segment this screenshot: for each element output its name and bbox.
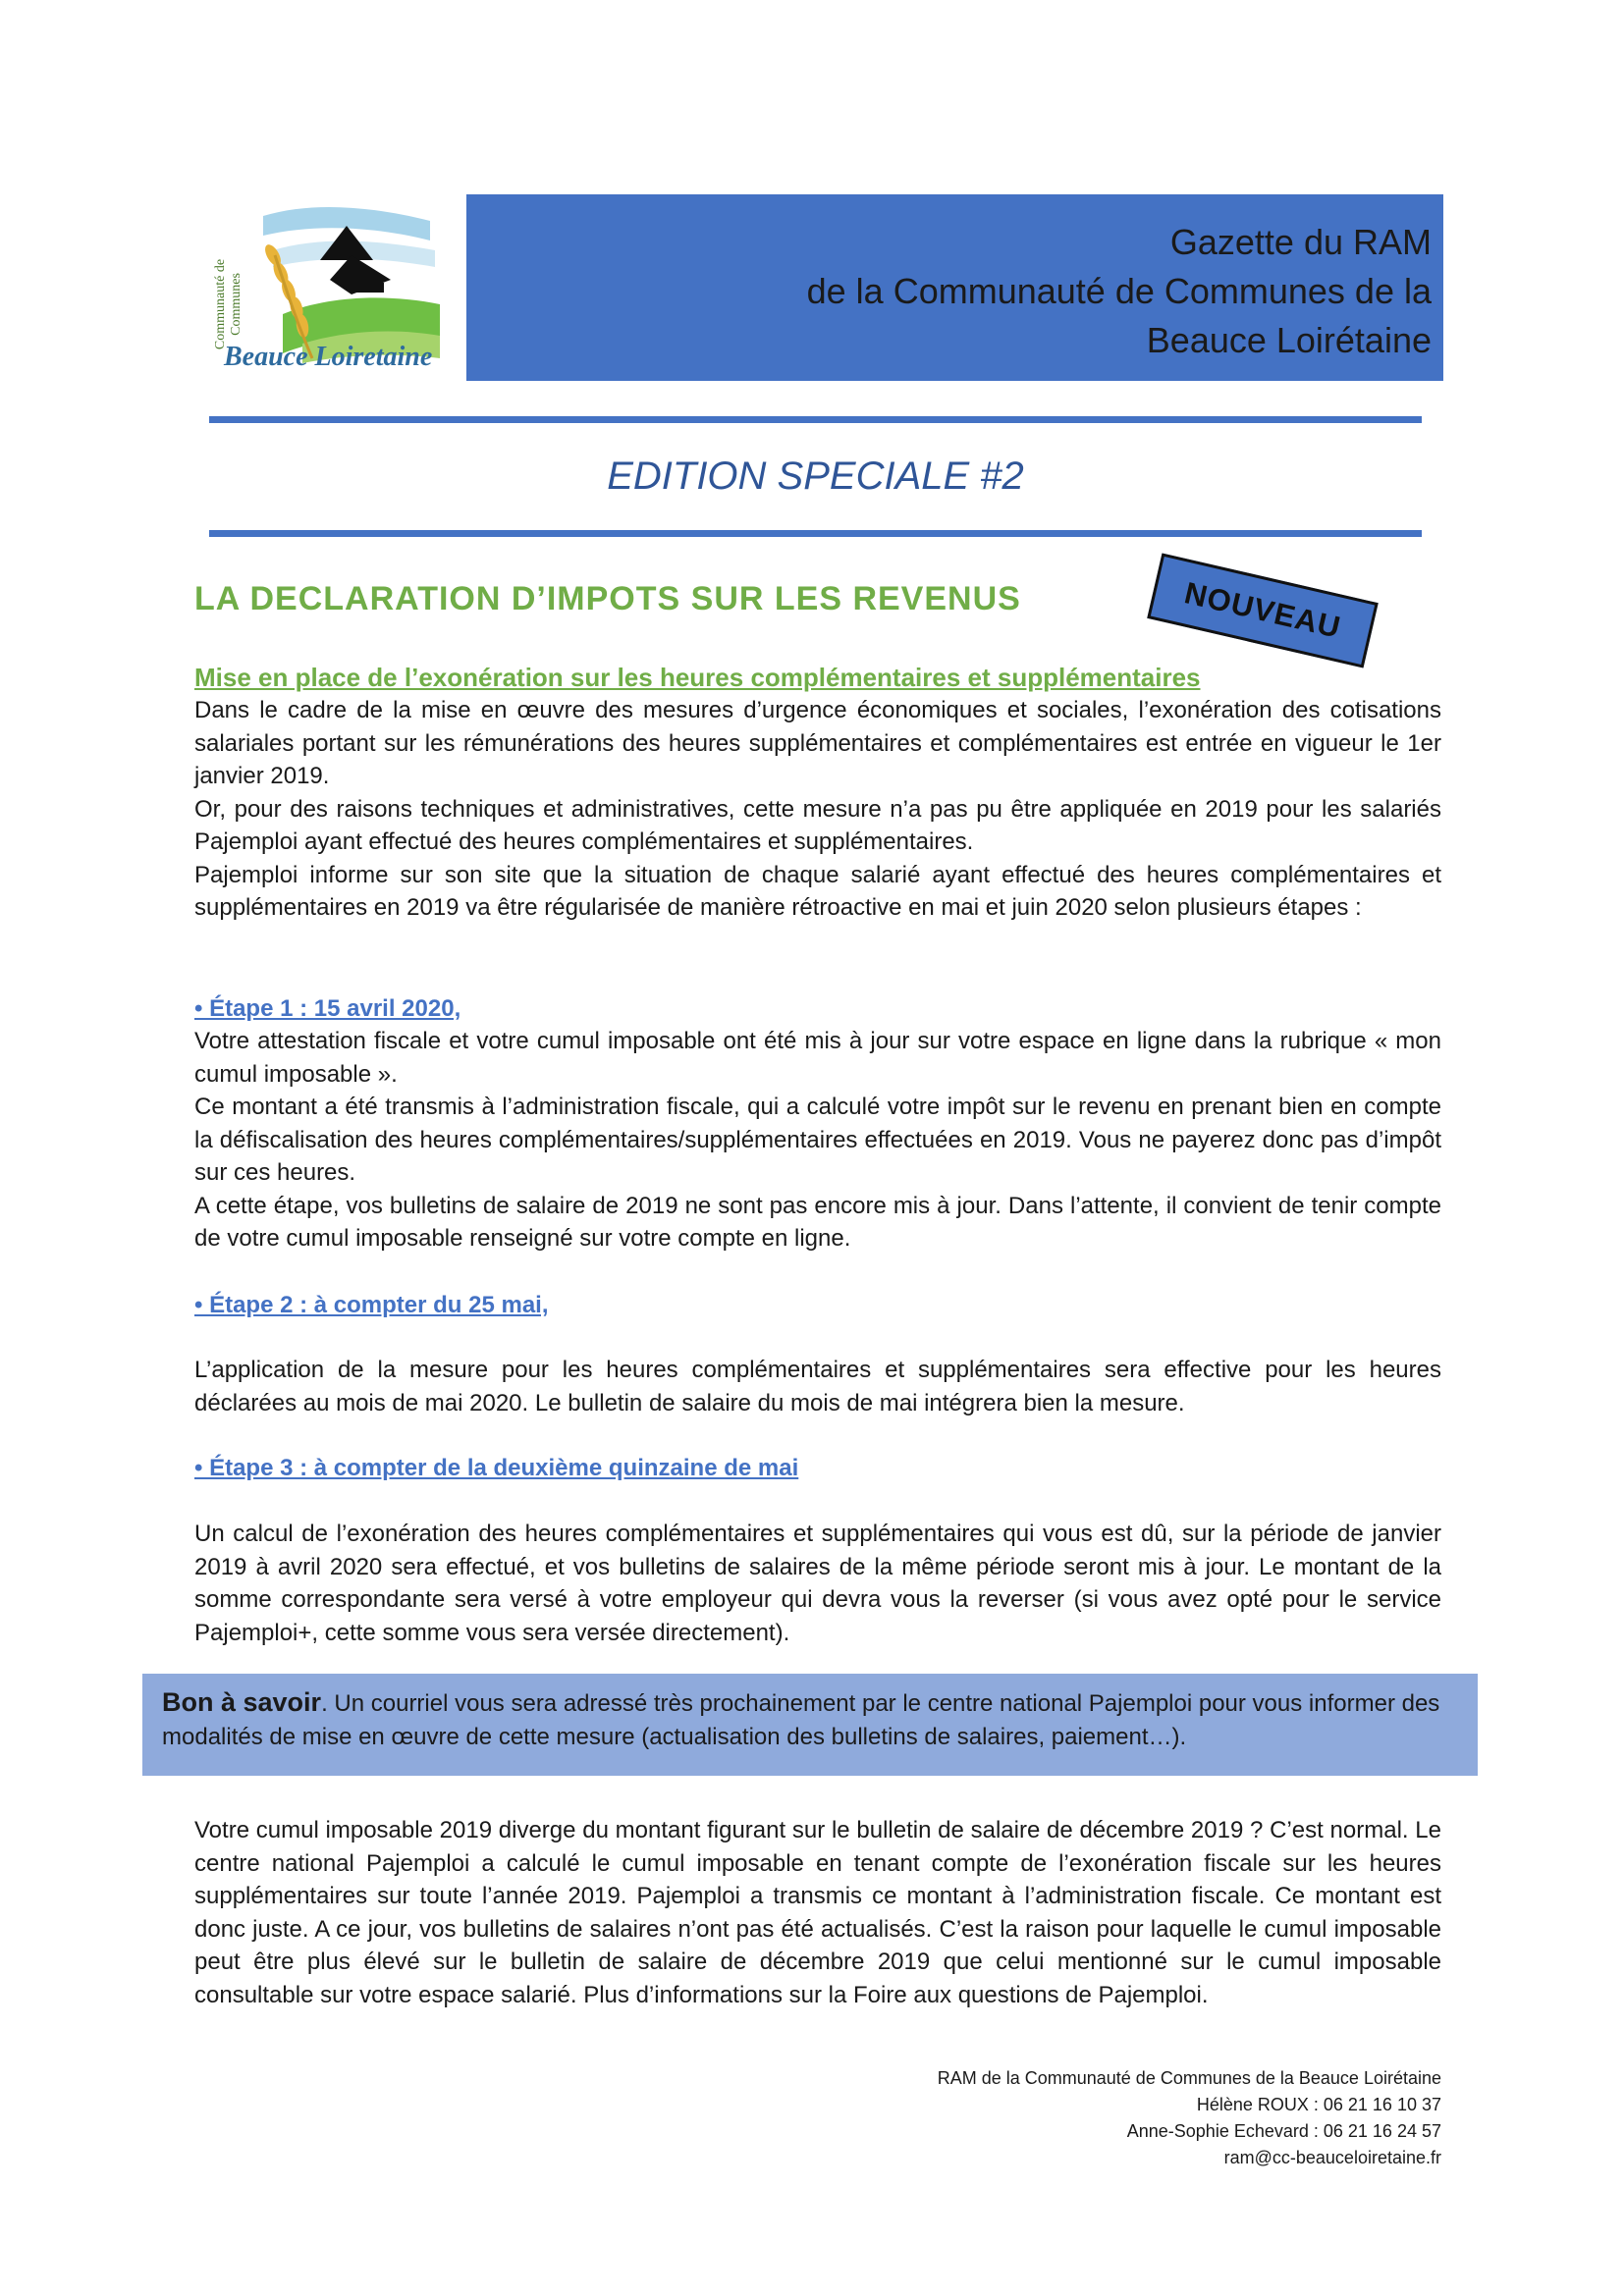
- step-1-paragraph: Votre attestation fiscale et votre cumul imposable ont été mis à jour sur votre espace en ligne dans la rubrique « mon cumul imposable ».: [194, 1028, 1441, 1088]
- header-title-line-1: Gazette du RAM: [1169, 222, 1432, 262]
- section-subtitle: Mise en place de l’exonération sur les heures complémentaires et supplémentaires: [194, 663, 1201, 692]
- svg-text:Communauté de: Communauté de: [213, 258, 228, 350]
- intro-block: [194, 694, 1441, 925]
- header-title-line-2: de la Communauté de Communes de la: [806, 271, 1432, 311]
- intro-paragraph: Pajemploi informe sur son site que la situation de chaque salarié ayant effectué des heures complémentaires et supplémentaires en 2019 va être régularisée de manière rétroactive en mai et juin 2020 selon plusieurs étapes :: [194, 861, 1441, 921]
- step-1-paragraph: A cette étape, vos bulletins de salaire de 2019 ne sont pas encore mis à jour. Dans l’attente, il convient de tenir compte de votre cumul imposable renseigné sur votre compte en ligne.: [194, 1192, 1441, 1252]
- header-title-line-3: Beauce Loirétaine: [1146, 320, 1432, 360]
- step-2-heading[interactable]: • Étape 2 : à compter du 25 mai,: [194, 1292, 549, 1318]
- bon-a-savoir-box: [142, 1674, 1478, 1776]
- gazette-header-band: [466, 194, 1443, 381]
- footer-line-contact-2: Anne-Sophie Echevard : 06 21 16 24 57: [1126, 2121, 1441, 2141]
- header-rule-bottom: [209, 530, 1422, 537]
- info-box-text: . Un courriel vous sera adressé très prochainement par le centre national Pajemploi pour vous informer des modalités de mise en œuvre de cette mesure (actualisation des bulletins de salaires, paiement…).: [162, 1690, 1440, 1750]
- step-1-paragraph: Ce montant a été transmis à l’administration fiscale, qui a calculé votre impôt sur le revenu en prenant bien en compte la défiscalisation des heures complémentaires/supplémentaires effectuées en 2019. Vous ne payerez donc pas d’impôt sur ces heures.: [194, 1094, 1441, 1186]
- edition-title: EDITION SPECIALE #2: [607, 454, 1024, 498]
- step-2-block: [194, 1354, 1441, 1419]
- section-title: LA DECLARATION D’IMPOTS SUR LES REVENUS: [194, 580, 1021, 617]
- step-3-paragraph: Un calcul de l’exonération des heures complémentaires et supplémentaires qui vous est dû, sur la période de janvier 2019 à avril 2020 sera effectué, et vos bulletins de salaires de la même période seront mis à jour. Le montant de la somme correspondante sera versé à votre employeur qui devra vous la reverser (si vous avez opté pour le service Pajemploi+, cette somme vous sera versée directement).: [194, 1521, 1441, 1646]
- intro-paragraph: Or, pour des raisons techniques et administratives, cette mesure n’a pas pu être appliquée en 2019 pour les salariés Pajemploi ayant effectué des heures complémentaires et supplémentaires.: [194, 795, 1441, 855]
- contact-footer: [835, 2065, 1441, 2171]
- header-rule-top: [209, 416, 1422, 423]
- final-paragraph-block: [194, 1814, 1441, 2011]
- footer-email-link[interactable]: ram@cc-beauceloiretaine.fr: [1223, 2148, 1441, 2167]
- nouveau-badge: NOUVEAU: [1147, 553, 1379, 667]
- step-3-block: [194, 1518, 1441, 1649]
- footer-line-organisation: RAM de la Communauté de Communes de la Beauce Loirétaine: [937, 2068, 1441, 2088]
- step-1-block: [194, 1025, 1441, 1255]
- info-box-label: Bon à savoir: [162, 1687, 322, 1717]
- intro-paragraph: Dans le cadre de la mise en œuvre des mesures d’urgence économiques et sociales, l’exonération des cotisations salariales portant sur les rémunérations des heures supplémentaires et complémentaires est entrée en vigueur le 1er janvier 2019.: [194, 697, 1441, 789]
- step-3-heading[interactable]: • Étape 3 : à compter de la deuxième quinzaine de mai: [194, 1455, 799, 1481]
- step-1-heading[interactable]: • Étape 1 : 15 avril 2020,: [194, 995, 461, 1022]
- final-paragraph: Votre cumul imposable 2019 diverge du montant figurant sur le bulletin de salaire de décembre 2019 ? C’est normal. Le centre national Pajemploi a calculé le cumul imposable en tenant compte de l’exonération fiscale sur les heures supplémentaires sur toute l’année 2019. Pajemploi a transmis ce montant à l’administration fiscale. Ce montant est donc juste. A ce jour, vos bulletins de salaires n’ont pas été actualisés. C’est la raison pour laquelle le cumul imposable peut être plus élevé sur le bulletin de salaire de décembre 2019 que celui mentionné sur le cumul imposable consultable sur votre espace salarié. Plus d’informations sur la Foire aux questions de Pajemploi.: [194, 1817, 1441, 2008]
- step-2-paragraph: L’application de la mesure pour les heures complémentaires et supplémentaires sera effective pour les heures déclarées au mois de mai 2020. Le bulletin de salaire du mois de mai intégrera bien la mesure.: [194, 1357, 1441, 1416]
- svg-text:Beauce Loiretaine: Beauce Loiretaine: [224, 342, 433, 372]
- footer-line-contact-1: Hélène ROUX : 06 21 16 10 37: [1196, 2095, 1441, 2114]
- communaute-logo: [204, 196, 452, 383]
- svg-text:Communes: Communes: [229, 273, 244, 336]
